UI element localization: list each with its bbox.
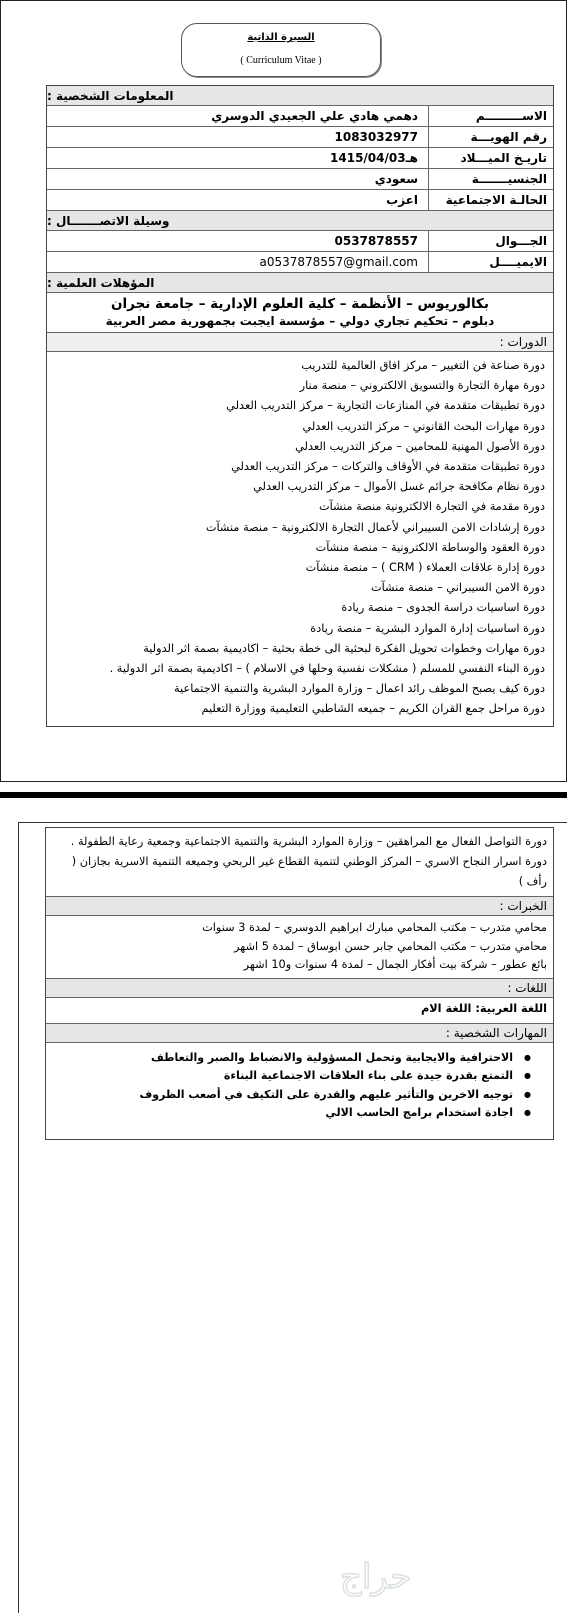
id-label: رقم الهويـــة — [428, 127, 553, 147]
personal-row-name — [47, 106, 553, 127]
courses-header: الدورات : — [47, 333, 553, 352]
personal-row-marital — [47, 190, 553, 211]
course-item: دورة تطبيقات متقدمة في الأوقاف والتركات – مركز التدريب العدلي — [231, 460, 545, 474]
birthdate-value: 1415/04/03هـ — [330, 151, 418, 165]
separator-bar — [0, 792, 567, 798]
courses-continued — [46, 828, 553, 897]
nationality-value: سعودي — [374, 172, 418, 186]
watermark-text: حراج — [340, 1557, 412, 1597]
courses-list — [47, 352, 553, 726]
skill-item: ● اجادة استخدام برامج الحاسب الالي — [52, 1104, 513, 1123]
experience-item: بائع عطور – شركة بيت أفكار الجمال – لمدة 4 سنوات و10 اشهر — [243, 958, 547, 971]
course-item: دورة الأصول المهنية للمحامين – مركز التدريب العدلي — [295, 439, 545, 453]
course-item: دورة مهارات وخطوات تحويل الفكرة لبحثية الى خطة بحثية – اكاديمية بصمة اثر الدولية — [143, 641, 545, 655]
page-separator — [0, 782, 567, 820]
course-item: دورة مهارة التجارة والتسويق الالكتروني – منصة منار — [299, 379, 545, 393]
marital-status-value: اعزب — [386, 193, 418, 207]
qualification-diploma: دبلوم – تحكيم تجاري دولي – مؤسسة ايجبت بجمهورية مصر العربية — [105, 314, 495, 328]
course-item: دورة صناعة فن التغيير – مركز افاق العالمية للتدريب — [301, 359, 545, 372]
skill-item: ● توجيه الاخرين والتأثير عليهم والقدرة على التكيف في أصعب الظروف — [52, 1086, 513, 1105]
course-item: دورة إرشادات الامن السيبراني لأعمال التجارة الالكترونية – منصة منشآت — [205, 520, 545, 534]
mobile-value: 0537878557 — [334, 234, 418, 248]
marital-status-label: الحالـة الاجتماعية — [428, 190, 553, 210]
cv-table-continued — [45, 827, 554, 1140]
languages-header: اللغات : — [46, 979, 553, 998]
personal-row-nationality — [47, 169, 553, 190]
contact-row-email — [47, 252, 553, 273]
nationality-label: الجنسيـــــــة — [428, 169, 553, 189]
email-label: الايميــــل — [428, 252, 553, 272]
cv-table-main — [46, 85, 554, 727]
personal-row-id — [47, 127, 553, 148]
qualification-bachelor: بكالوريوس – الأنظمة – كلية العلوم الإدارية – جامعة نجران — [111, 296, 489, 312]
qualifications-block — [47, 293, 553, 333]
experience-header: الخبرات : — [46, 897, 553, 916]
course-item: دورة مقدمة في التجارة الالكترونية منصة منشآت — [318, 500, 545, 514]
cv-title-arabic: السيرة الذاتية — [247, 32, 315, 43]
haraj-watermark-logo — [340, 1552, 530, 1602]
personal-info-header: المعلومات الشخصية : — [47, 86, 553, 106]
course-item: دورة الامن السيبراني – منصة منشآت — [370, 581, 545, 595]
name-label: الاســـــــــم — [428, 106, 553, 126]
contact-row-mobile — [47, 231, 553, 252]
experience-list — [46, 916, 553, 979]
contact-header: وسيلة الاتصـــــــال : — [47, 211, 553, 231]
skill-item: ● التمتع بقدرة جيدة على بناء العلاقات الاجتماعية البناءة — [52, 1067, 513, 1086]
course-item: دورة تطبيقات متقدمة في المنازعات التجارية – مركز التدريب العدلي — [226, 399, 545, 413]
cv-page-1 — [0, 0, 567, 782]
course-item: دورة البناء النفسي للمسلم ( مشكلات نفسية وحلها في الاسلام ) – اكاديمية بصمة اثر الدولية . — [109, 662, 545, 676]
email-value: a0537878557@gmail.com — [259, 255, 418, 269]
experience-item: محامي متدرب – مكتب المحامي جابر حسن ابوساق – لمدة 5 اشهر — [234, 939, 547, 953]
cv-title-english: ( Curriculum Vitae ) — [240, 55, 322, 66]
skills-block — [46, 1043, 553, 1139]
experience-item: محامي متدرب – مكتب المحامي مبارك ابراهيم الدوسري – لمدة 3 سنوات — [202, 921, 547, 934]
skill-item: ● الاحترافية والايجابية وتحمل المسؤولية والانضباط والصبر والتعاطف — [52, 1049, 513, 1068]
course-item: دورة اساسيات دراسة الجدوى – منصة ريادة — [341, 601, 545, 615]
id-value: 1083032977 — [334, 130, 418, 144]
course-item: دورة مراحل جمع القران الكريم – جميعه الشاطبي التعليمية ووزارة التعليم — [201, 702, 545, 716]
skills-header: المهارات الشخصية : — [46, 1024, 553, 1043]
qualifications-header: المؤهلات العلمية : — [47, 273, 553, 293]
cv-page-2 — [18, 822, 567, 1613]
skills-list — [52, 1049, 543, 1123]
name-value: دهمي هادي علي الجعيدي الدوسري — [211, 109, 418, 123]
course-item: دورة مهارات البحث القانوني – مركز التدريب العدلي — [302, 419, 545, 433]
course-item: دورة نظام مكافحة جرائم غسل الأموال – مركز التدريب العدلي — [253, 480, 545, 494]
course-item: دورة العقود والوساطة الالكترونية – منصة منشآت — [315, 540, 545, 554]
mobile-label: الجـــوال — [428, 231, 553, 251]
course-item: دورة اساسيات إدارة الموارد البشرية – منصة ريادة — [310, 621, 545, 635]
course-item: دورة التواصل الفعال مع المراهقين – وزارة الموارد البشرية والتنمية الاجتماعية وجمعية رعاية الطفولة . — [70, 835, 547, 848]
languages-value: اللغة العربية: اللغة الام — [46, 998, 553, 1024]
birthdate-label: تاريـخ الميـــلاد — [428, 148, 553, 168]
course-item: دورة إدارة علاقات العملاء ( CRM ) – منصة منشآت — [305, 561, 545, 575]
personal-row-birthdate — [47, 148, 553, 169]
course-item: دورة كيف يصبح الموظف رائد اعمال – وزارة الموارد البشرية والتنمية الاجتماعية — [174, 682, 545, 696]
course-item: دورة اسرار النجاح الاسري – المركز الوطني لتنمية القطاع غير الربحي وجميعه التنمية الاسرية بجازان ( رأف ) — [71, 855, 547, 888]
title-box — [181, 23, 381, 77]
